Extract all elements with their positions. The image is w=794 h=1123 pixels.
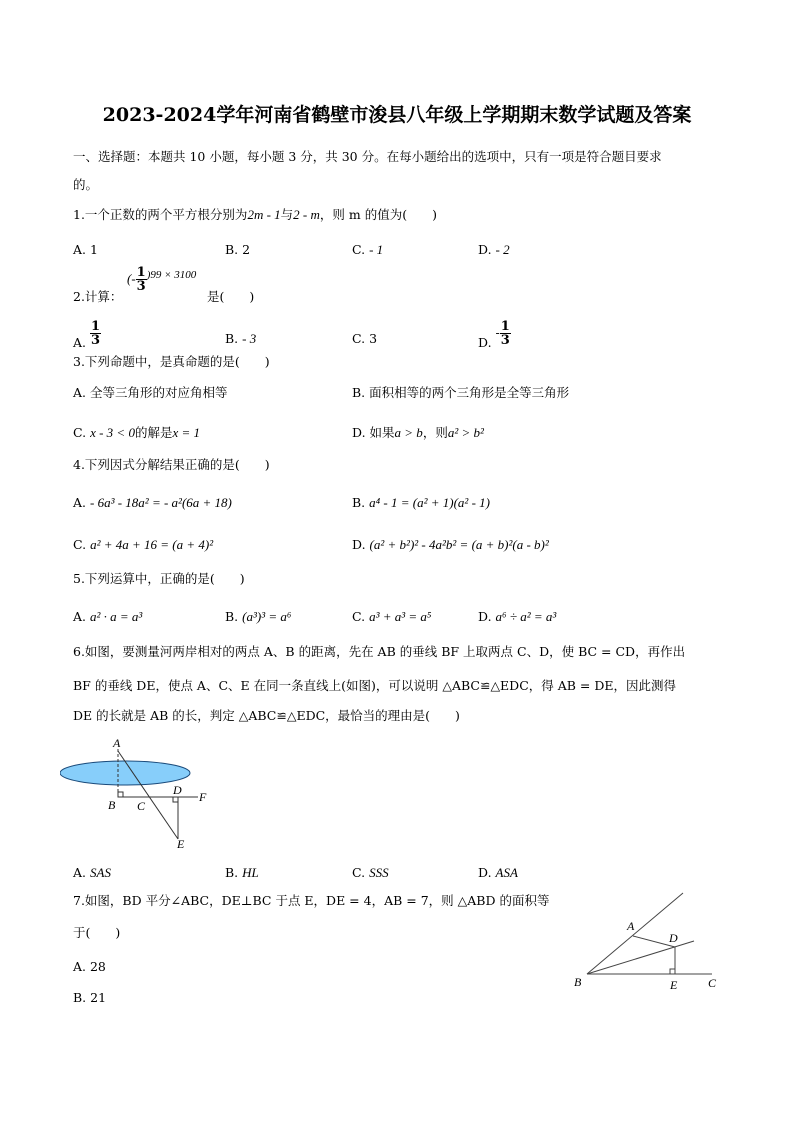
question-6-line2: BF 的垂线 DE，使点 A、C、E 在同一条直线上(如图)，可以说明 △ABC≌△EDC，得 AB = DE，因此测得 bbox=[73, 678, 677, 693]
label-d: D bbox=[669, 931, 678, 945]
document-title: 2023-2024学年河南省鹤壁市浚县八年级上学期期末数学试题及答案 bbox=[102, 104, 692, 126]
label-f: F bbox=[199, 790, 207, 804]
question-6-line3: DE 的长就是 AB 的长，判定 △ABC≌△EDC，最恰当的理由是( ) bbox=[73, 708, 460, 723]
angle-bisector-figure bbox=[570, 890, 730, 995]
label-a: A bbox=[627, 919, 635, 933]
q2-option-b: B. - 3 bbox=[225, 331, 257, 346]
q2-option-a: A. $\frac{1}{3}$ bbox=[73, 319, 101, 350]
q2-expression: (- $\frac{1}{3}$ )99 × 3100 bbox=[127, 265, 197, 294]
label-c: C bbox=[708, 976, 717, 990]
q1-math: 2 - m bbox=[293, 207, 320, 222]
question-7-line1: 7.如图，BD 平分∠ABC，DE⊥BC 于点 E，DE = 4，AB = 7，则 △ABD 的面积等 bbox=[73, 893, 550, 908]
q1-option-c: C. - 1 bbox=[352, 242, 384, 257]
section-heading-cont: 的。 bbox=[73, 177, 99, 192]
q2-option-d: D. - $\frac{1}{3}$ bbox=[478, 319, 510, 350]
q4-option-a: A. - 6a³ - 18a² = - a²(6a + 18) bbox=[73, 495, 232, 510]
question-1 bbox=[73, 206, 437, 224]
q4-option-b: B. a⁴ - 1 = (a² + 1)(a² - 1) bbox=[352, 495, 490, 510]
q3-option-c: C. x - 3 < 0的解是x = 1 bbox=[73, 425, 201, 440]
q6-option-c: C. SSS bbox=[352, 865, 389, 880]
q6-option-b: B. HL bbox=[225, 865, 259, 880]
river-figure bbox=[60, 735, 220, 855]
q1-option-b: B. 2 bbox=[225, 242, 251, 257]
question-6-line1: 6.如图，要测量河两岸相对的两点 A、B 的距离，先在 AB 的垂线 BF 上取两点 C、D，使 BC = CD，再作出 bbox=[73, 644, 686, 659]
q7-option-b: B. 21 bbox=[73, 990, 107, 1005]
q2-tail: 是( ) bbox=[207, 289, 255, 304]
q1-text: ，则 m 的值为( ) bbox=[319, 207, 437, 222]
question-3: 3.下列命题中，是真命题的是( ) bbox=[73, 354, 270, 369]
q1-math: 2m - 1 bbox=[247, 207, 281, 222]
q1-text: 与 bbox=[280, 207, 294, 222]
q1-option-d: D. - 2 bbox=[478, 242, 510, 257]
q5-option-b: B. (a³)³ = a⁶ bbox=[225, 609, 292, 624]
q4-option-d: D. (a² + b²)² - 4a²b² = (a + b)²(a - b)² bbox=[352, 537, 549, 552]
label-b: B bbox=[108, 798, 116, 812]
section-heading: 一、选择题：本题共 10 小题，每小题 3 分，共 30 分。在每小题给出的选项中，只有一项是符合题目要求 bbox=[73, 149, 662, 164]
label-a: A bbox=[113, 736, 121, 750]
q6-option-d: D. ASA bbox=[478, 865, 518, 880]
q2-option-c: C. 3 bbox=[352, 331, 378, 346]
question-4: 4.下列因式分解结果正确的是( ) bbox=[73, 457, 270, 472]
q4-option-c: C. a² + 4a + 16 = (a + 4)² bbox=[73, 537, 214, 552]
question-7-line2: 于( ) bbox=[73, 925, 121, 940]
q5-option-a: A. a² · a = a³ bbox=[73, 609, 143, 624]
q5-option-c: C. a³ + a³ = a⁵ bbox=[352, 609, 432, 624]
question-5: 5.下列运算中，正确的是( ) bbox=[73, 571, 245, 586]
q3-option-d: D. 如果a > b，则a² > b² bbox=[352, 425, 484, 440]
label-e: E bbox=[177, 837, 185, 851]
q5-option-d: D. a⁶ ÷ a² = a³ bbox=[478, 609, 557, 624]
q7-option-a: A. 28 bbox=[73, 959, 106, 974]
q3-option-b: B. 面积相等的两个三角形是全等三角形 bbox=[352, 385, 570, 400]
label-b: B bbox=[574, 975, 582, 989]
label-e: E bbox=[670, 978, 678, 992]
q1-option-a: A. 1 bbox=[73, 242, 98, 257]
label-c: C bbox=[137, 799, 146, 813]
q1-text: 1.一个正数的两个平方根分别为 bbox=[73, 207, 248, 222]
question-2: 2.计算： bbox=[73, 289, 123, 304]
q3-option-a: A. 全等三角形的对应角相等 bbox=[73, 385, 228, 400]
label-d: D bbox=[173, 783, 182, 797]
q6-option-a: A. SAS bbox=[73, 865, 111, 880]
